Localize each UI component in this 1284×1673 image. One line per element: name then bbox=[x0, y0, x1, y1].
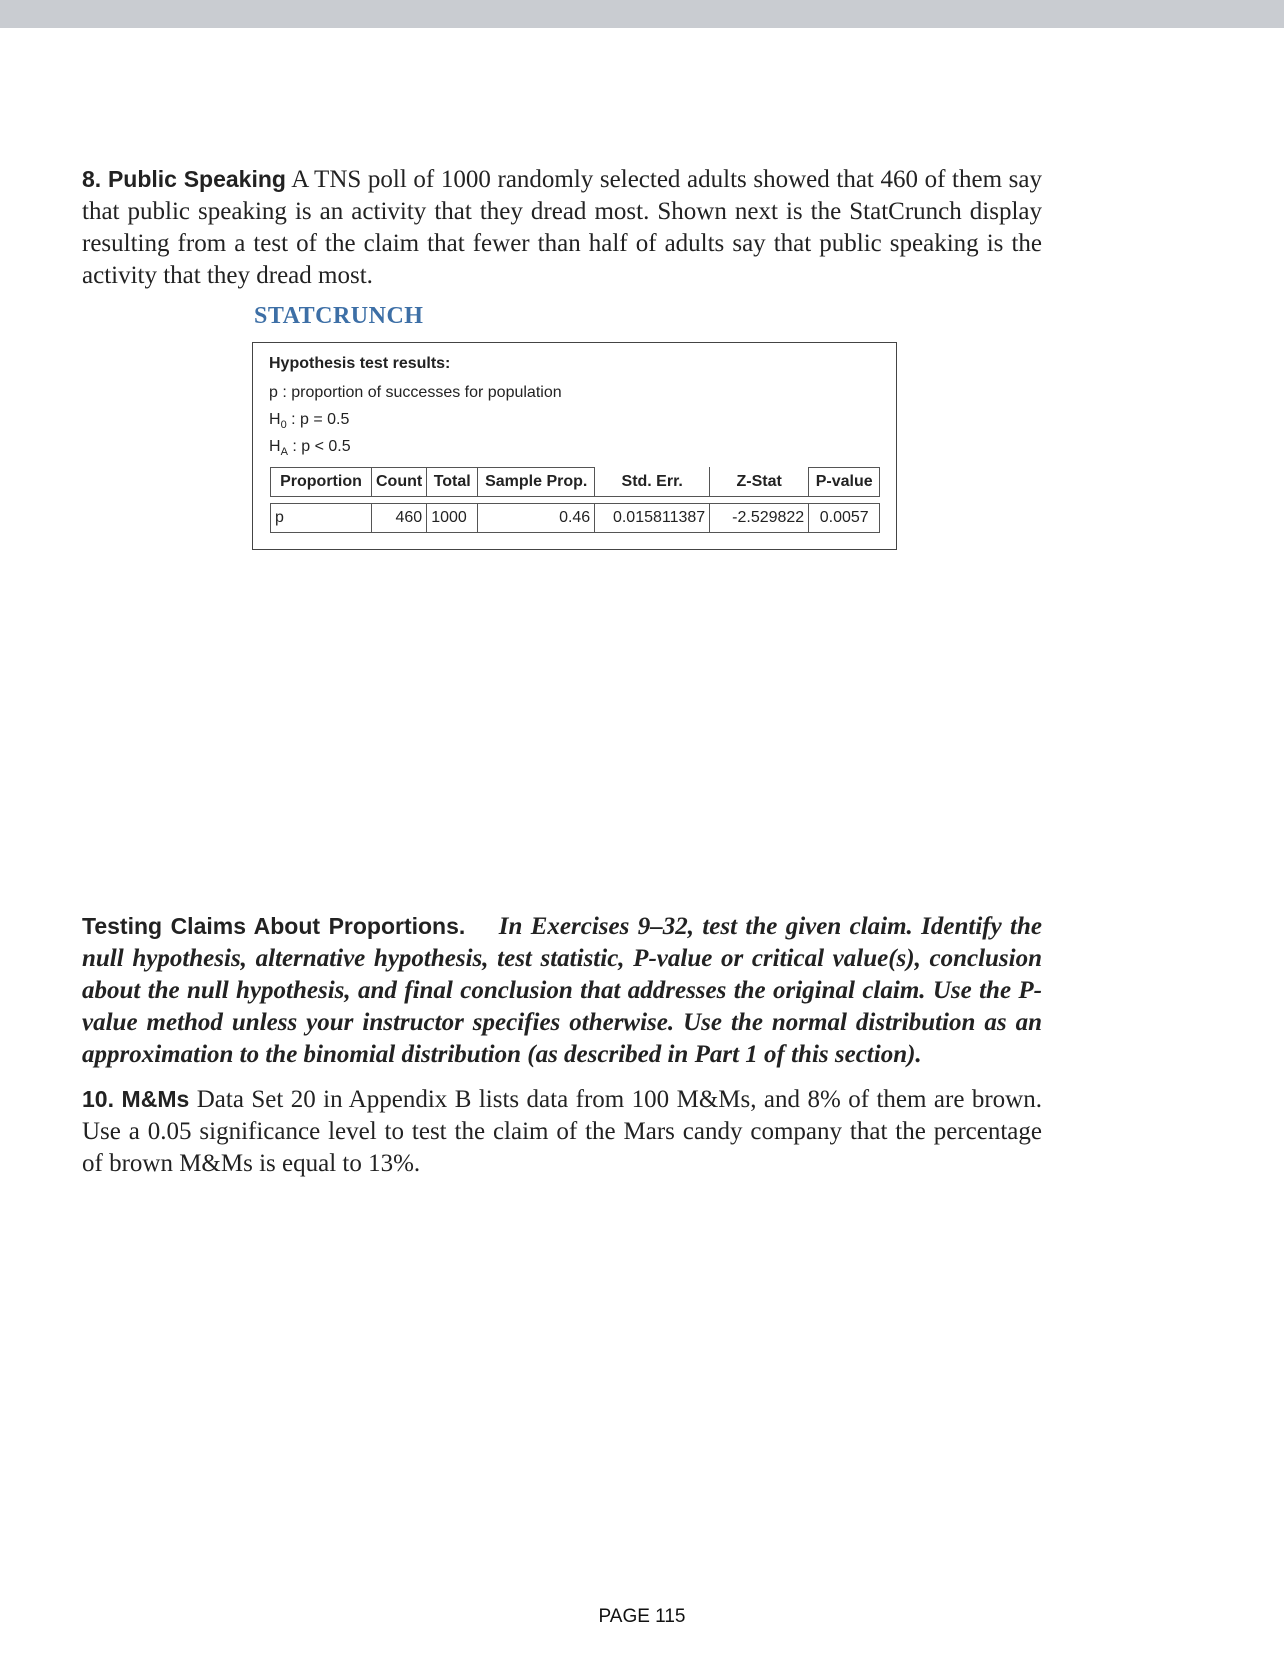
parameter-definition: p : proportion of successes for population bbox=[269, 384, 562, 401]
h0-rest: : p = 0.5 bbox=[286, 411, 350, 428]
h0-subscript: 0 bbox=[280, 419, 287, 432]
header-p-value: P-value bbox=[809, 468, 880, 497]
cell-std-err: 0.015811387 bbox=[595, 504, 710, 533]
ha-prefix: H bbox=[269, 438, 281, 455]
table-spacer bbox=[271, 497, 880, 504]
cell-count: 460 bbox=[372, 504, 427, 533]
exercise-10-body: Data Set 20 in Appendix B lists data from 100 M&Ms, and 8% of them are brown. Use a 0.05 significance level to test the claim of the Mars candy company that the percentage of brown M&Ms is equal to 13%. bbox=[82, 1086, 1042, 1177]
header-total: Total bbox=[427, 468, 478, 497]
alternative-hypothesis bbox=[269, 438, 351, 458]
header-std-err: Std. Err. bbox=[595, 468, 710, 497]
results-header-row bbox=[271, 468, 880, 497]
header-count: Count bbox=[372, 468, 427, 497]
cell-total: 1000 bbox=[427, 504, 478, 533]
header-z-stat: Z-Stat bbox=[710, 468, 809, 497]
null-hypothesis bbox=[269, 411, 349, 431]
cell-p-value: 0.0057 bbox=[809, 504, 880, 533]
cell-sample-prop: 0.46 bbox=[478, 504, 595, 533]
testing-claims-instructions: In Exercises 9–32, test the given claim. Identify the null hypothesis, alternative hypothesis, test statistic, P-value or critical value(s), conclusion about the null hypothesis, and final conclusion that addresses the original claim. Use the P-value method unless your instructor specifies otherwise. Use the normal distribution as an approximation to the binomial distribution (as described in Part 1 of this section). bbox=[82, 913, 1043, 1068]
table-row bbox=[271, 504, 880, 533]
exercise-10 bbox=[82, 1083, 1042, 1180]
testing-claims-heading: Testing Claims About Proportions. bbox=[82, 913, 466, 939]
exercise-8-body: A TNS poll of 1000 randomly selected adults showed that 460 of them say that public speaking is an activity that they dread most. Shown next is the StatCrunch display resulting from a test of the claim that fewer than half of adults say that public speaking is the activity that they dread most. bbox=[82, 166, 1042, 289]
statcrunch-panel bbox=[252, 342, 897, 550]
cell-proportion: p bbox=[271, 504, 372, 533]
top-bar bbox=[0, 0, 1284, 28]
exercise-8-title: 8. Public Speaking bbox=[82, 166, 286, 192]
cell-z-stat: -2.529822 bbox=[710, 504, 809, 533]
page-number: PAGE 115 bbox=[598, 1606, 686, 1627]
results-table bbox=[270, 467, 880, 533]
results-title: Hypothesis test results: bbox=[269, 355, 451, 372]
ha-subscript: A bbox=[280, 446, 288, 459]
exercise-10-title: 10. M&Ms bbox=[82, 1086, 190, 1112]
testing-claims-section bbox=[82, 910, 1042, 1071]
header-sample-prop: Sample Prop. bbox=[478, 468, 595, 497]
exercise-8 bbox=[82, 163, 1042, 292]
statcrunch-label: STATCRUNCH bbox=[254, 303, 424, 329]
ha-rest: : p < 0.5 bbox=[287, 438, 351, 455]
header-proportion: Proportion bbox=[271, 468, 372, 497]
h0-prefix: H bbox=[269, 411, 281, 428]
